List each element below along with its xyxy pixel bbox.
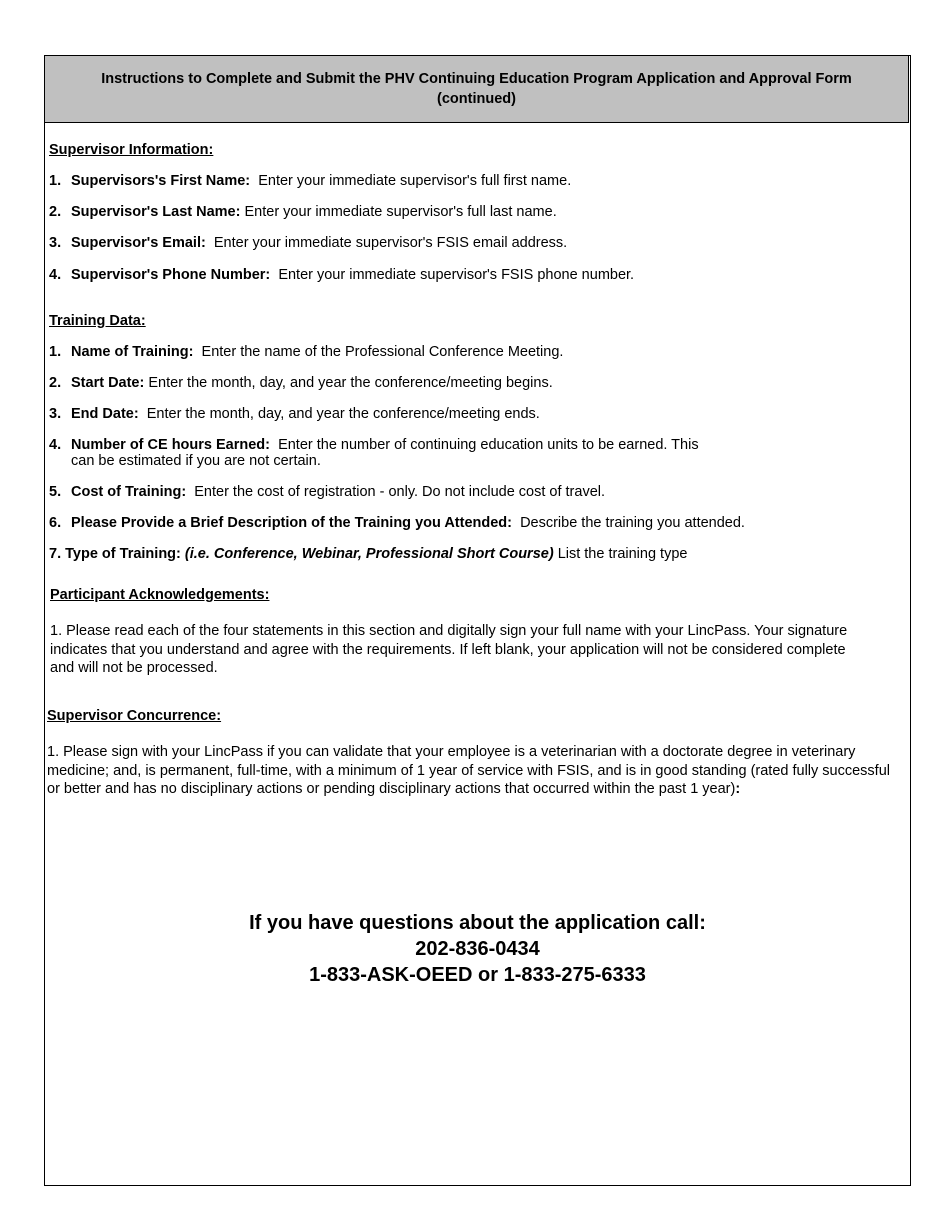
supervisor-info-item: 1. Supervisors's First Name: Enter your immediate supervisor's full first name. [49,173,572,189]
training-data-title: Training Data: [49,313,146,329]
contact-phone: 202-836-0434 [415,938,540,960]
supervisor-info-item: 3. Supervisor's Email: Enter your immediate supervisor's FSIS email address. [49,235,568,251]
training-data-item: 5. Cost of Training: Enter the cost of registration - only. Do not include cost of travel. [49,484,606,500]
training-data-item: 6. Please Provide a Brief Description of the Training you Attended: Describe the training you attended. [49,515,745,531]
form-header [45,56,909,123]
form-frame [44,55,911,1186]
training-data-item: 2. Start Date: Enter the month, day, and year the conference/meeting begins. [49,375,553,391]
supervisor-info-item: 2. Supervisor's Last Name: Enter your immediate supervisor's full last name. [49,204,557,220]
participant-ack-text: 1. Please read each of the four statements in this section and digitally sign your full name with your LincPass. Your signature indicates that you understand and agree with the requirements. If left blank, your application will not be considered complete and will not be processed. [50,623,848,676]
header-subtitle: (continued) [437,91,516,107]
supervisor-concurrence-text: 1. Please sign with your LincPass if you can validate that your employee is a veterinarian with a doctorate degree in veterinary medicine; and, is permanent, full-time, with a minimum of 1 year of service with FSIS, and is in good standing (rated fully successful or better and has no disciplinary actions or pending disciplinary actions that occurred within the past 1 year): [47,744,890,797]
training-data-item: 1. Name of Training: Enter the name of the Professional Conference Meeting. [49,344,564,360]
training-data-item: 7. Type of Training: (i.e. Conference, Webinar, Professional Short Course) List the training type [49,546,688,562]
contact-question: If you have questions about the application call: [249,912,706,934]
supervisor-concurrence-title: Supervisor Concurrence: [47,708,222,724]
participant-ack-title: Participant Acknowledgements: [50,587,270,603]
training-data-item: 3. End Date: Enter the month, day, and year the conference/meeting ends. [49,406,540,422]
supervisor-info-item: 4. Supervisor's Phone Number: Enter your immediate supervisor's FSIS phone number. [49,267,635,283]
contact-toll-free: 1-833-ASK-OEED or 1-833-275-6333 [309,964,646,986]
header-title: Instructions to Complete and Submit the PHV Continuing Education Program Application and Approval Form [101,71,852,87]
supervisor-info-title: Supervisor Information: [49,142,214,158]
training-data-item: 4. Number of CE hours Earned: Enter the number of continuing education units to be earned. This [49,437,699,453]
training-data-item-continuation: can be estimated if you are not certain. [71,453,321,469]
